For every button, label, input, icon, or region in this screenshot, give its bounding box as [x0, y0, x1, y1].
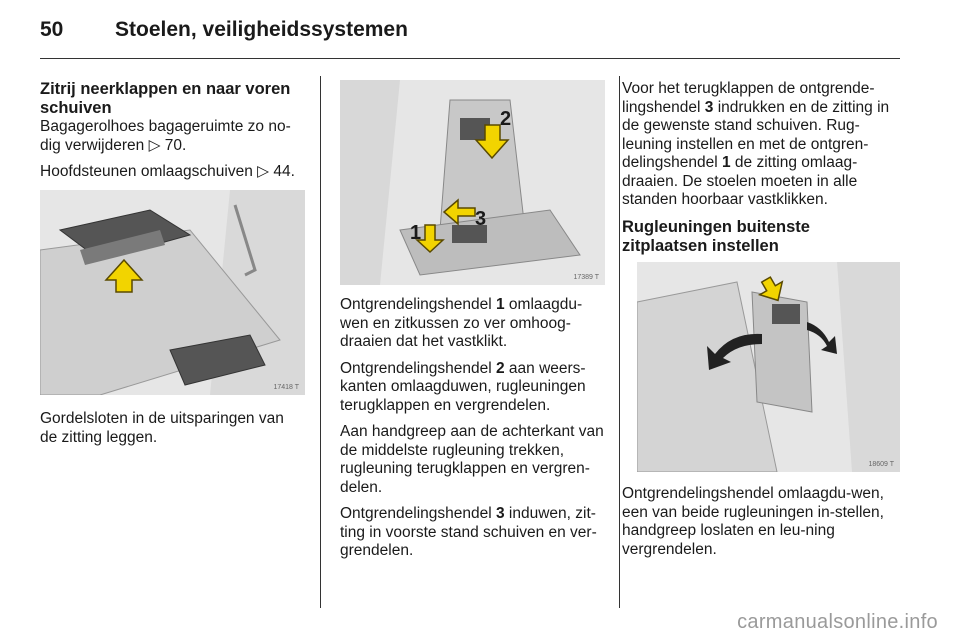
lever-number: 1	[721, 154, 731, 171]
paragraph-text: aan weers-kanten omlaagduwen, rugleuningen terugklappen en vergrendelen.	[340, 359, 586, 414]
callout-label-2: 2	[500, 108, 512, 130]
figure-backrest-adjust	[637, 262, 900, 472]
page-reference[interactable]: 70.	[164, 136, 187, 154]
paragraph-lever-3	[340, 505, 605, 561]
section-heading	[622, 218, 902, 256]
paragraph-text: Ontgrendelingshendel	[340, 296, 492, 313]
paragraph-backrest: Ontgrendelingshendel omlaagdu-wen, een van beide rugleuningen in-stellen, handgreep loslaten en leu-ning vergrendelen.	[622, 485, 884, 558]
arrow-ref-icon: ▷	[148, 136, 161, 154]
paragraph-lever-1	[340, 296, 605, 352]
page-title: Stoelen, veiligheidssystemen	[115, 18, 408, 41]
paragraph-headrest	[40, 163, 305, 182]
paragraph-text: Voor het terugklappen de ontgrende-lingshendel	[622, 80, 875, 116]
figure-seat-cushion	[40, 190, 305, 395]
figure-code: 17418 T	[273, 384, 299, 391]
paragraph-text: omlaagdu-wen en zitkussen zo ver omhoog-draaien dat het vastklikt.	[340, 296, 583, 350]
header-rule	[40, 58, 900, 59]
callout-label-3: 3	[475, 208, 487, 230]
figure-seat-release	[340, 80, 605, 285]
paragraph-lever-2	[340, 360, 605, 416]
paragraph-text: Hoofdsteunen omlaagschuiven	[40, 163, 253, 180]
page-number: 50	[40, 18, 64, 41]
watermark[interactable]: carmanualsonline.info	[737, 611, 938, 633]
lever-number: 2	[495, 359, 505, 377]
backrest-illustration	[637, 262, 900, 472]
heading-line-1: Zitrij neerklappen en naar voren	[40, 80, 291, 98]
column-3	[622, 80, 902, 256]
lever-number: 3	[704, 98, 714, 116]
page-reference[interactable]: 44.	[273, 163, 295, 180]
paragraph-text: Bagagerolhoes bagageruimte zo no-dig verwijderen	[40, 118, 291, 154]
figure-code: 17389 T	[573, 274, 599, 281]
paragraph-handle: Aan handgreep aan de achterkant van de middelste rugleuning trekken, rugleuning terugklappen en vergren-delen.	[340, 423, 604, 496]
arrow-ref-icon: ▷	[257, 163, 270, 180]
seat-cushion-illustration	[40, 190, 305, 395]
column-divider-1	[320, 76, 321, 608]
paragraph-cover-removal	[40, 118, 305, 155]
paragraph-text: de zitting omlaag-draaien. De stoelen moeten in alle standen hoorbaar vastklikken.	[622, 154, 858, 208]
paragraph-text: Ontgrendelingshendel	[340, 359, 492, 377]
heading-line-2: schuiven	[40, 99, 112, 117]
figure-code: 18609 T	[868, 461, 894, 468]
section-heading	[40, 80, 305, 118]
lever-number: 3	[495, 505, 505, 522]
column-2	[340, 296, 605, 569]
paragraph-belt-buckles: Gordelsloten in de uitsparingen van de zitting leggen.	[40, 410, 284, 446]
column-1-lower	[40, 410, 305, 455]
column-1	[40, 80, 305, 190]
paragraph-text: indrukken en de zitting in de gewenste stand schuiven. Rug-leuning instellen en met de ontgren-delingshendel	[622, 98, 890, 171]
page-header	[40, 18, 900, 58]
lever-number: 1	[495, 296, 505, 313]
paragraph-text: Ontgrendelingshendel	[340, 505, 492, 522]
paragraph-text: induwen, zit-ting in voorste stand schuiven en ver-grendelen.	[340, 505, 597, 559]
column-divider-2	[619, 76, 620, 608]
heading-line-1: Rugleuningen buitenste	[622, 217, 810, 236]
callout-label-1: 1	[410, 222, 422, 244]
column-3-lower	[622, 485, 902, 567]
paragraph-fold-back	[622, 80, 902, 210]
seat-release-illustration	[340, 80, 605, 285]
heading-line-2: zitplaatsen instellen	[622, 236, 779, 255]
